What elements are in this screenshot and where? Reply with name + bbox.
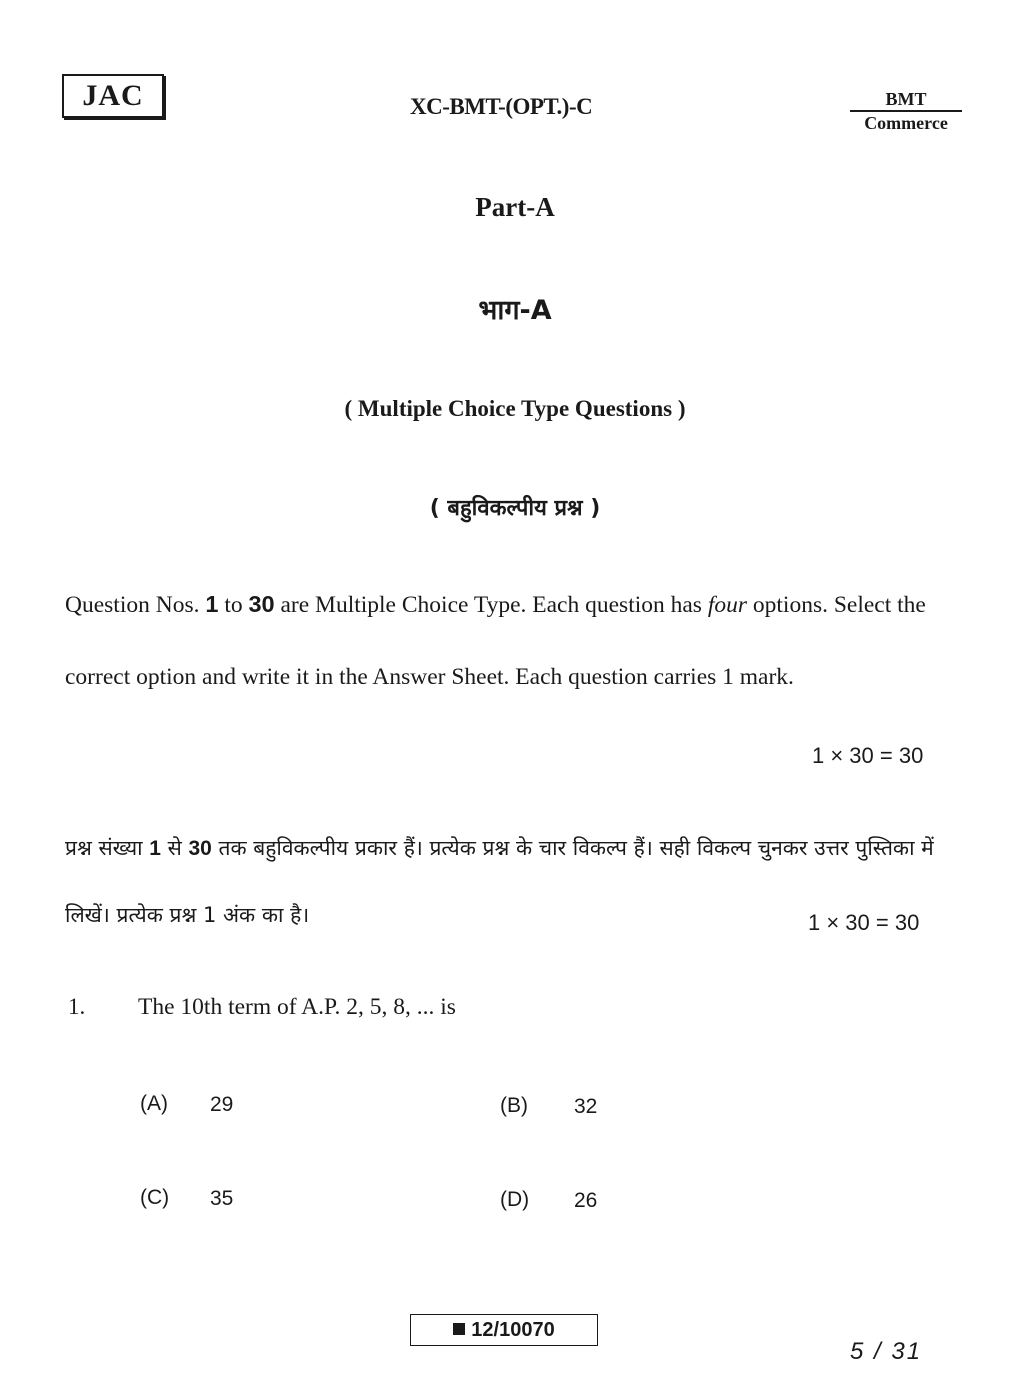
instr-en-to: 30 <box>248 591 275 617</box>
instr-hi-rest: तक बहुविकल्पीय प्रकार हैं। प्रत्येक प्रश्न के चार विकल्प हैं। सही विकल्प चुनकर उत्तर पुस्तिका में लिखें। प्रत्येक प्रश्न 1 अंक का है। <box>65 836 934 927</box>
instr-hi-mid: से <box>160 836 189 860</box>
instr-en-emph: four <box>707 592 748 618</box>
board-logo-box: JAC <box>62 74 164 118</box>
option-d-label: (D) <box>500 1188 530 1211</box>
section-title-en: Part-A <box>475 192 555 222</box>
option-b-label: (B) <box>500 1094 528 1117</box>
option-c-label: (C) <box>140 1186 170 1209</box>
instr-hi-to: 30 <box>188 837 212 860</box>
footer-code: 12/10070 <box>471 1319 555 1341</box>
question-number: 1. <box>68 994 86 1019</box>
subject-stream: Commerce <box>864 113 948 133</box>
option-d-value: 26 <box>574 1189 598 1212</box>
marks-en: 1 × 30 = 30 <box>812 743 924 768</box>
instr-en-rest: options. Select the correct option and write it in the Answer Sheet. Each question carries 1 mark. <box>65 592 926 690</box>
instr-hi-from: 1 <box>149 837 161 860</box>
subject-short: BMT <box>850 88 962 112</box>
option-c-value: 35 <box>210 1187 234 1210</box>
marks-hi: 1 × 30 = 30 <box>808 910 920 935</box>
section-type-en: ( Multiple Choice Type Questions ) <box>344 396 686 421</box>
option-b-value: 32 <box>574 1095 598 1118</box>
subject-label <box>850 88 962 134</box>
instr-en-mid: are Multiple Choice Type. Each question has <box>274 592 708 618</box>
square-bullet-icon <box>453 1323 465 1335</box>
instr-en-to-word: to <box>218 592 249 618</box>
instr-en-from: 1 <box>205 591 219 617</box>
option-a-label: (A) <box>140 1092 168 1115</box>
section-title-hi: भाग-A <box>478 295 552 326</box>
instr-en-prefix: Question Nos. <box>65 592 206 618</box>
page-number: 5 / 31 <box>850 1338 923 1365</box>
section-type-hi: ( बहुविकल्पीय प्रश्न ) <box>429 496 601 521</box>
footer-code-box <box>410 1314 598 1346</box>
paper-code: XC-BMT-(OPT.)-C <box>410 94 593 119</box>
instructions-en <box>65 568 955 713</box>
question-text: The 10th term of A.P. 2, 5, 8, ... is <box>138 994 456 1020</box>
option-a-value: 29 <box>210 1093 234 1116</box>
instr-hi-prefix: प्रश्न संख्या <box>65 836 150 860</box>
